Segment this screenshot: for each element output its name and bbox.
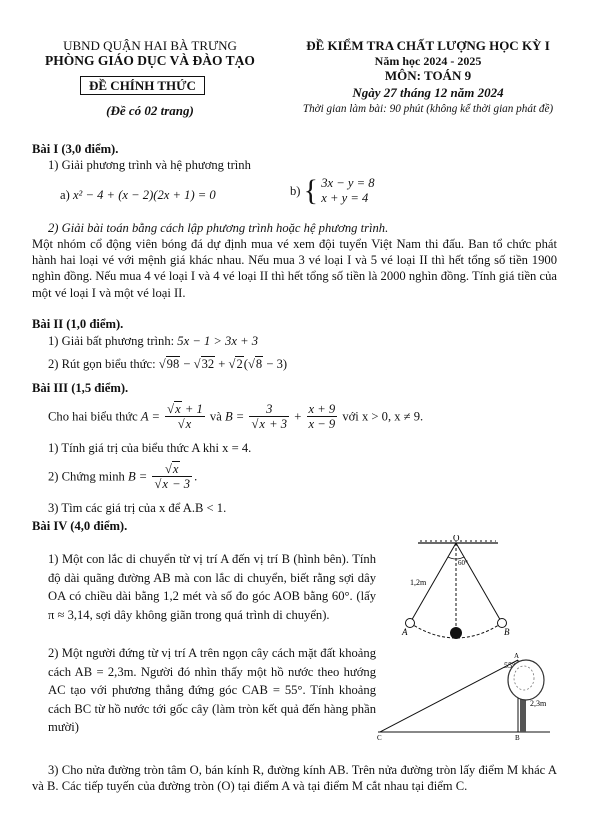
pendulum-figure (398, 535, 524, 645)
expr-A: A = (140, 409, 160, 424)
label-tree-height: 2,3m (530, 699, 547, 708)
b3-q3: 3) Tìm các giá trị của x để A.B < 1. (48, 501, 227, 515)
equation-system (321, 176, 374, 206)
b4-q3: 3) Cho nửa đường tròn tâm O, bán kính R, đường kính AB. Trên nửa đường tròn lấy điểm M khác A và B. Các tiếp tuyến của đường tròn (O) tại điểm A và tại điểm M cắt nhau tại điểm C. (32, 763, 557, 794)
bob-rest (450, 627, 462, 639)
b3-q1: 1) Tính giá trị của biểu thức A khi x = 4. (48, 441, 252, 455)
exam-date: Ngày 27 tháng 12 năm 2024 (352, 85, 504, 100)
b1-q1b-label: b) (290, 184, 301, 198)
b2-q1-text: 1) Giải bất phương trình: (48, 334, 175, 348)
b2-q1 (48, 333, 258, 349)
frac-B2: $\frac{x + 9}{x - 9}$ (308, 402, 336, 431)
string-OB (456, 543, 502, 623)
label-tree-angle: 55° (504, 661, 516, 670)
section-3-title: Bài III (1,5 điểm). (32, 381, 129, 395)
system-brace: { (303, 174, 319, 207)
subject: MÔN: TOÁN 9 (384, 68, 472, 83)
sight-line-AC (380, 660, 518, 732)
frac-B1: $\frac{3}{√x + 3}$ (251, 402, 288, 431)
b1-q1a-label: a) (60, 188, 70, 202)
b1-q1a (60, 187, 216, 203)
frac-A: $\frac{√x + 1}{√x}$ (167, 402, 203, 431)
label-A: A (402, 627, 408, 637)
b2-q2 (48, 356, 287, 372)
b3-and: và (209, 409, 222, 424)
time-limit: Thời gian làm bài: 90 phút (không kể thời gian phát đề) (302, 103, 554, 115)
b3-cond: với x > 0, x ≠ 9. (342, 409, 424, 424)
office-line: PHÒNG GIÁO DỤC VÀ ĐÀO TẠO (45, 53, 255, 68)
b1-q1: 1) Giải phương trình và hệ phương trình (48, 158, 251, 172)
label-angle: 60° (458, 559, 468, 567)
b2-q2-expr: √98 − √32 + √2(√8 − 3) (158, 357, 288, 371)
b2-q1-expr: 5x − 1 > 3x + 3 (177, 334, 259, 348)
section-2-title: Bài II (1,0 điểm). (32, 317, 124, 331)
label-length: 1,2m (410, 578, 427, 587)
school-year: Năm học 2024 - 2025 (374, 54, 482, 68)
b1-q1a-expr: x² − 4 + (x − 2)(2x + 1) = 0 (72, 188, 216, 202)
b3-q2 (48, 462, 197, 494)
expr-B: B = (224, 409, 245, 424)
b1-q2-problem: Một nhóm cổ động viên bóng đá dự định mua vé xem đội tuyển Việt Nam thi đấu. Ban tổ chức phát hành hai loại vé với mệnh giá khác nhau. Nếu mua 3 vé loại I và 5 vé loại II thì hết tổng số tiền 1900 nghìn đồng. Nếu mua 4 vé loại I và 4 vé loại II thì hết tổng số tiền là 2000 nghìn đồng. Tính giá tiền của một vé loại I và một vé loại II. (32, 237, 557, 300)
b3-intro-text: Cho hai biểu thức (48, 409, 138, 424)
label-tree-B: B (515, 734, 520, 740)
official-label: ĐỀ CHÍNH THỨC (80, 76, 205, 95)
official-box-wrap (80, 77, 205, 95)
label-tree-A: A (514, 652, 520, 660)
label-B: B (504, 627, 510, 637)
section-4-title: Bài IV (4,0 điểm). (32, 519, 128, 533)
b1-q2: 2) Giải bài toán bằng cách lập phương trình hoặc hệ phương trình. (48, 221, 389, 235)
b3-q2-text: 2) Chứng minh (48, 469, 125, 484)
b4-q2: 2) Một người đứng từ vị trí A trên ngọn cây cách mặt đất khoảng cách AB = 2,3m. Người đó nhìn thấy một hồ nước theo hướng AC tạo với phương thẳng đứng góc CAB = 55°. Tính khoảng cách BC từ hồ nước tới gốc cây (làm tròn kết quả đến hàng phần mười) (48, 646, 376, 734)
label-O: O (453, 535, 460, 543)
section-1-title: Bài I (3,0 điểm). (32, 142, 119, 156)
period: . (194, 469, 198, 484)
frac-B-proof: $\frac{√x}{√x - 3}$ (154, 462, 191, 491)
plus-sign: + (294, 409, 302, 424)
tree-figure (374, 652, 554, 740)
b1-q1b (290, 176, 375, 206)
b4-q1: 1) Một con lắc di chuyển từ vị trí A đến vị trí B (hình bên). Tính độ dài quãng đường AB mà con lắc di chuyển, biết rằng sợi dây OA có chiều dài bằng 1,2 mét và số đo góc AOB bằng 60°. (lấy π ≈ 3,14, sợi dây không giãn trong quá trình di chuyển). (48, 552, 376, 622)
system-eq2: x + y = 4 (321, 191, 369, 205)
b3-intro (48, 402, 423, 434)
b2-q2-text: 2) Rút gọn biểu thức: (48, 357, 156, 371)
system-eq1: 3x − y = 8 (321, 176, 375, 190)
label-tree-C: C (377, 734, 382, 740)
exam-title: ĐỀ KIỂM TRA CHẤT LƯỢNG HỌC KỲ I (306, 38, 550, 53)
page-count: (Đề có 02 trang) (106, 103, 194, 118)
dept-line: UBND QUẬN HAI BÀ TRƯNG (63, 38, 237, 53)
expr-B-proof: B = (127, 469, 148, 484)
